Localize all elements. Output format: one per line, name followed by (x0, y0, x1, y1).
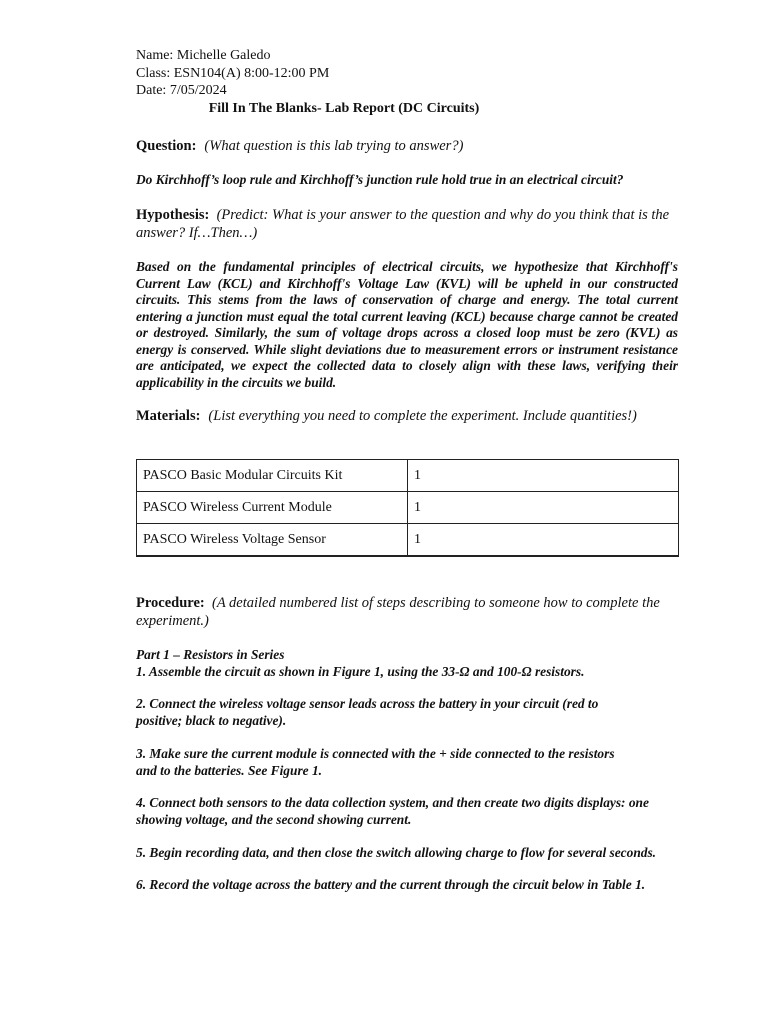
question-heading (136, 137, 678, 155)
table-row (137, 460, 679, 492)
procedure-step-2: 2. Connect the wireless voltage sensor leads across the battery in your circuit (red to positive; black to negative). (136, 696, 599, 728)
materials-table (136, 459, 679, 557)
procedure-step-4: 4. Connect both sensors to the data collection system, and then create two digits displays: one showing voltage, and the second showing current. (136, 795, 649, 827)
materials-heading (136, 407, 696, 425)
student-name: Name: Michelle Galedo (136, 48, 271, 63)
hypothesis-hint: (Predict: What is your answer to the question and why do you think that is the answer? If…Then…) (136, 207, 670, 241)
procedure-step-1: 1. Assemble the circuit as shown in Figure 1, using the 33-Ω and 100-Ω resistors. (136, 664, 585, 679)
report-title: Fill In The Blanks- Lab Report (DC Circuits) (208, 101, 480, 116)
procedure-step-3: 3. Make sure the current module is connected with the + side connected to the resistors and to the batteries. See Figure 1. (136, 746, 615, 778)
procedure-hint: (A detailed numbered list of steps describing to someone how to complete the experiment.) (136, 595, 660, 629)
material-item: PASCO Basic Modular Circuits Kit (137, 460, 408, 492)
procedure-step-6: 6. Record the voltage across the battery and the current through the circuit below in Table 1. (136, 877, 646, 892)
material-item: PASCO Wireless Current Module (137, 492, 408, 524)
material-qty: 1 (408, 524, 679, 557)
material-qty: 1 (408, 492, 679, 524)
procedure-label: Procedure: (136, 595, 205, 611)
materials-label: Materials: (136, 408, 201, 424)
hypothesis-label: Hypothesis: (136, 207, 210, 223)
question-label: Question: (136, 138, 197, 154)
table-row (137, 492, 679, 524)
class-info: Class: ESN104(A) 8:00-12:00 PM (136, 66, 330, 81)
procedure-step-5: 5. Begin recording data, and then close the switch allowing charge to flow for several seconds. (136, 845, 657, 860)
part-title: Part 1 – Resistors in Series (136, 647, 285, 662)
hypothesis-heading (136, 206, 681, 242)
date: Date: 7/05/2024 (136, 83, 227, 98)
materials-hint: (List everything you need to complete the experiment. Include quantities!) (208, 408, 637, 424)
question-hint: (What question is this lab trying to answer?) (204, 138, 464, 154)
procedure-heading (136, 594, 676, 630)
material-item: PASCO Wireless Voltage Sensor (137, 524, 408, 557)
material-qty: 1 (408, 460, 679, 492)
hypothesis-answer: Based on the fundamental principles of electrical circuits, we hypothesize that Kirchhoff's Current Law (KCL) and Kirchhoff's Voltage Law (KVL) will be upheld in our constructed circuits. This stems from the laws of conservation of charge and energy. The total current entering a junction must equal the total current leaving (KCL) because charge cannot be created or destroyed. Similarly, the sum of voltage drops across a closed loop must be zero (KVL) as energy is conserved. While slight deviations due to measurement errors or instrument resistance are anticipated, we expect the collected data to closely align with these laws, verifying their applicability in the circuits we build. (136, 259, 678, 390)
question-answer: Do Kirchhoff’s loop rule and Kirchhoff’s junction rule hold true in an electrical circuit? (136, 172, 624, 187)
table-row (137, 524, 679, 557)
